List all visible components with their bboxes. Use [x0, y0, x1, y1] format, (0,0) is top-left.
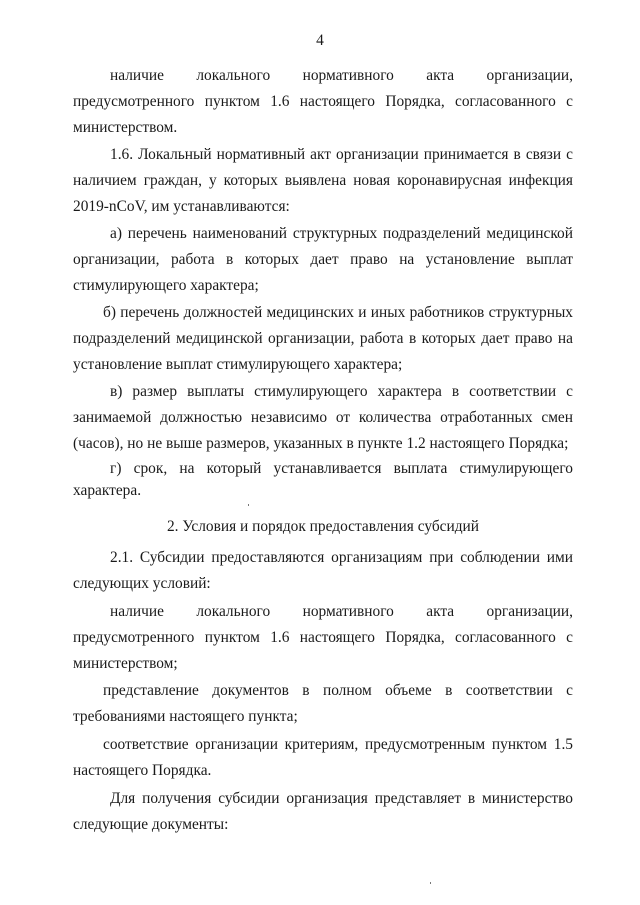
scan-speck — [248, 504, 249, 506]
scan-speck — [430, 882, 431, 884]
paragraph-documents-intro: Для получения субсидии организация представляет в министерство следующие документы: — [73, 790, 573, 833]
section-heading: 2. Условия и порядок предоставления субсидий — [166, 518, 480, 535]
paragraph-2-1: 2.1. Субсидии предоставляются организациям при соблюдении ими следующих условий: — [73, 549, 573, 592]
paragraph-local-act-condition: наличие локального нормативного акта организации, предусмотренного пунктом 1.6 настоящего Порядка, согласованного с министерством. — [73, 67, 573, 136]
paragraph-item-v: в) размер выплаты стимулирующего характера в соответствии с занимаемой должностью независимо от количества отработанных смен (часов), но не выше размеров, указанных в пункте 1.2 настоящего Порядка; — [73, 383, 573, 452]
paragraph-item-g: г) срок, на который устанавливается выплата стимулирующего характера. — [73, 460, 573, 499]
paragraph-item-b: б) перечень должностей медицинских и иных работников структурных подразделений медицинской организации, работа в которых дает право на установление выплат стимулирующего характера; — [73, 304, 573, 373]
paragraph-item-a: а) перечень наименований структурных подразделений медицинской организации, работа в которых дает право на установление выплат стимулирующего характера; — [73, 225, 573, 294]
page-number: 4 — [316, 32, 324, 49]
paragraph-condition-local-act: наличие локального нормативного акта организации, предусмотренного пунктом 1.6 настоящего Порядка, согласованного с министерством; — [73, 603, 573, 672]
paragraph-condition-documents: представление документов в полном объеме в соответствии с требованиями настоящего пункта; — [73, 682, 573, 725]
paragraph-1-6: 1.6. Локальный нормативный акт организации принимается в связи с наличием граждан, у которых выявлена новая коронавирусная инфекция 2019-nCoV, им устанавливаются: — [73, 146, 573, 215]
paragraph-condition-criteria: соответствие организации критериям, предусмотренным пунктом 1.5 настоящего Порядка. — [73, 736, 573, 779]
